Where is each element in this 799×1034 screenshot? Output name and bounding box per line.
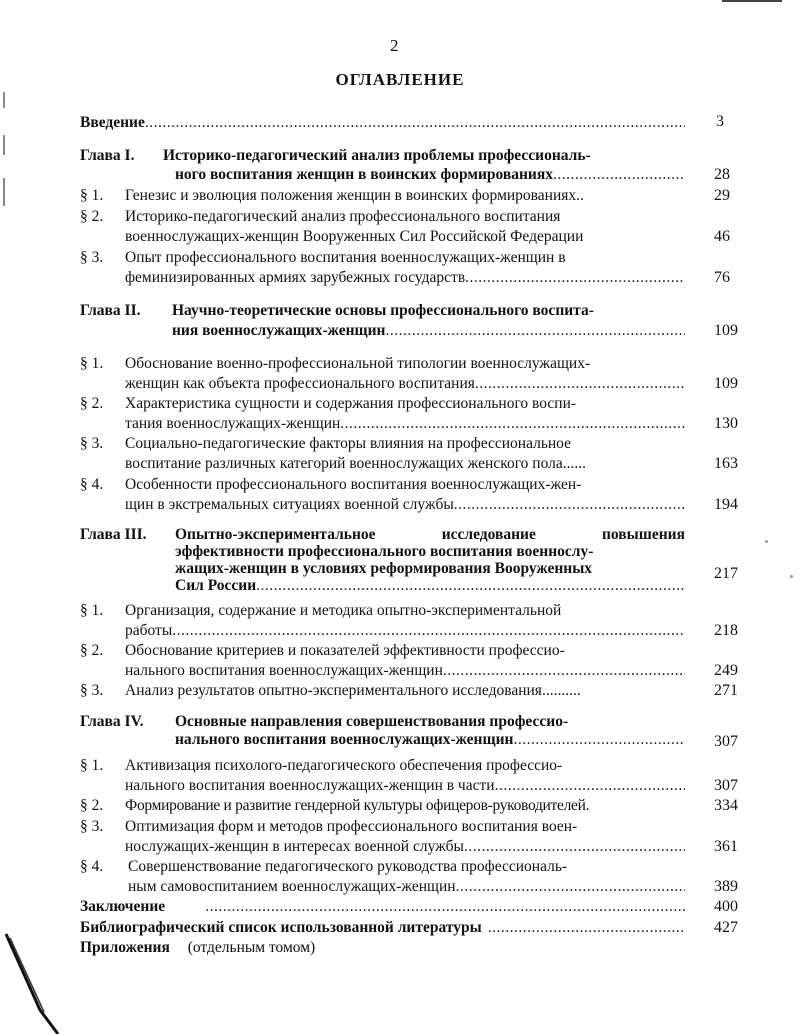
leader-dots: [340, 415, 685, 433]
section-line: военнослужащих-женщин Вооруженных Сил Российской Федерации: [125, 228, 584, 245]
leader-dots: [205, 898, 685, 916]
title-word: повышения: [602, 526, 685, 543]
section-line: Формирование и развитие гендерной культуры офицеров-руководителей.: [125, 797, 590, 814]
chapter-2-title-line: ния военнослужащих-женщин .....: [172, 322, 685, 340]
toc-page: 427: [714, 919, 738, 936]
leader-dots: [454, 496, 685, 514]
chapter-1-title-line: Историко-педагогический анализ проблемы профессиональ-: [163, 147, 591, 164]
section-label: § 2.: [80, 395, 104, 412]
section-page: 194: [714, 496, 738, 513]
section-label: § 4.: [80, 476, 104, 493]
section-page: 46: [714, 228, 730, 245]
leader-dots: [464, 838, 685, 856]
section-label: § 3.: [80, 818, 104, 835]
section-line: Оптимизация форм и методов профессионального воспитания воен-: [125, 818, 578, 835]
section-line: Анализ результатов опытно-экспериментального исследования..........: [125, 682, 581, 699]
chapter-4-page: 307: [714, 733, 738, 750]
section-page: 130: [714, 415, 738, 432]
toc-entry-appendix: [80, 939, 315, 957]
section-line: Опыт профессионального воспитания военнослужащих-женщин в: [125, 249, 566, 266]
section-line: ным самовоспитанием военнослужащих-женщин .....: [128, 878, 685, 896]
leader-dots: [475, 375, 685, 393]
section-label: § 2.: [80, 797, 104, 814]
section-line: феминизированных армиях зарубежных государств .....: [125, 269, 685, 287]
chapter-1-title-line: ного воспитания женщин в воинских формированиях .....: [175, 166, 685, 184]
toc-page: 400: [714, 898, 738, 915]
leader-dots: [172, 622, 685, 640]
toc-entry-bibliography: [80, 919, 685, 937]
section-page: 271: [714, 682, 738, 699]
section-label: § 1.: [80, 187, 104, 204]
toc-label: Заключение: [80, 898, 166, 915]
section-line: воспитание различных категорий военнослужащих женского пола......: [125, 455, 586, 472]
page-number: 2: [390, 36, 399, 55]
leader-dots: [465, 269, 685, 287]
leader-dots: [256, 577, 685, 595]
leader-dots: [495, 777, 685, 795]
toc-entry-conclusion: [80, 898, 685, 916]
section-label: § 1.: [80, 757, 104, 774]
leader-dots: [488, 919, 685, 937]
section-page: 163: [714, 455, 738, 472]
section-page: 334: [714, 797, 738, 814]
section-page: 29: [714, 187, 730, 204]
section-line: Активизация психолого-педагогического обеспечения профессио-: [125, 757, 563, 774]
section-label: § 1.: [80, 355, 104, 372]
chapter-1-page: 28: [714, 166, 730, 183]
section-line: Организация, содержание и методика опытно-экспериментальной: [125, 602, 562, 619]
section-page: 307: [714, 777, 738, 794]
chapter-4-title-line: Основные направления совершенствования профессио-: [175, 713, 569, 730]
section-label: § 3.: [80, 682, 104, 699]
section-page: 218: [714, 622, 738, 639]
page-title: ОГЛАВЛЕНИЕ: [335, 70, 465, 89]
leader-dots: [553, 166, 685, 184]
section-page: 109: [714, 375, 738, 392]
chapter-3-title-line: Сил России .....: [175, 577, 685, 595]
section-label: § 3.: [80, 249, 104, 266]
section-line: тания военнослужащих-женщин .....: [125, 415, 685, 433]
section-line: щин в экстремальных ситуациях военной службы .....: [125, 496, 685, 514]
chapter-3-page: 217: [714, 565, 738, 582]
scan-spot: [790, 575, 793, 578]
toc-page: 3: [716, 113, 724, 130]
leader-dots: [385, 322, 685, 340]
section-label: § 1.: [80, 602, 104, 619]
leader-dots: [443, 662, 685, 680]
section-line: Обоснование критериев и показателей эффективности профессио-: [125, 642, 565, 659]
toc-label: Приложения: [80, 939, 170, 956]
chapter-2-label: Глава II.: [80, 302, 141, 319]
chapter-4-title-line: нального воспитания военнослужащих-женщин .....: [175, 731, 685, 749]
section-line: Характеристика сущности и содержания профессионального воспи-: [125, 395, 577, 412]
chapter-1-label: Глава I.: [80, 147, 135, 164]
leader-dots: [145, 114, 685, 132]
section-label: § 2.: [80, 642, 104, 659]
toc-entry-introduction: [80, 114, 685, 132]
section-page: 389: [714, 878, 738, 895]
section-line: работы .....: [125, 622, 685, 640]
scan-pen-stroke: [0, 930, 90, 1034]
leader-dots: [513, 731, 685, 749]
section-label: § 4.: [80, 858, 104, 875]
chapter-4-label: Глава IV.: [80, 713, 144, 730]
leader-dots: [456, 878, 685, 896]
appendix-note: (отдельным томом): [187, 939, 316, 956]
section-line: Особенности профессионального воспитания военнослужащих-жен-: [125, 476, 582, 493]
section-line: нального воспитания военнослужащих-женщин .....: [125, 662, 685, 680]
chapter-2-title-line: Научно-теоретические основы профессионального воспита-: [172, 302, 594, 319]
scan-margin-mark: [3, 92, 5, 108]
chapter-3-title-line: эффективности профессионального воспитания военнослу-: [175, 543, 594, 560]
section-label: § 2.: [80, 208, 104, 225]
title-word: исследование: [441, 526, 536, 543]
section-line: Социально-педагогические факторы влияния на профессиональное: [125, 435, 571, 452]
chapter-3-label: Глава III.: [80, 526, 147, 543]
section-label: § 3.: [80, 435, 104, 452]
chapter-3-title-line: [175, 526, 685, 544]
section-page: 361: [714, 838, 738, 855]
section-line: нослужащих-женщин в интересах военной службы .....: [125, 838, 685, 856]
toc-label: Библиографический список использованной литературы: [80, 919, 482, 936]
section-line: нального воспитания военнослужащих-женщин в части .....: [125, 777, 685, 795]
section-page: 76: [714, 269, 730, 286]
scan-top-rule: [722, 0, 782, 2]
chapter-2-page: 109: [714, 322, 738, 339]
section-line: Генезис и эволюция положения женщин в воинских формированиях..: [125, 187, 584, 204]
section-line: женщин как объекта профессионального воспитания .....: [125, 375, 685, 393]
scan-spot: [765, 540, 768, 543]
scan-margin-mark: [3, 178, 5, 206]
section-page: 249: [714, 662, 738, 679]
section-line: Историко-педагогический анализ профессионального воспитания: [125, 208, 561, 225]
title-word: Опытно-экспериментальное: [175, 526, 376, 543]
scan-margin-mark: [3, 135, 5, 155]
section-line: Обоснование военно-профессиональной типологии военнослужащих-: [125, 355, 591, 372]
toc-label: Введение: [80, 114, 145, 131]
chapter-3-title-line: жащих-женщин в условиях реформирования Вооруженных: [175, 560, 593, 577]
section-line: Совершенствование педагогического руководства профессиональ-: [128, 858, 568, 875]
